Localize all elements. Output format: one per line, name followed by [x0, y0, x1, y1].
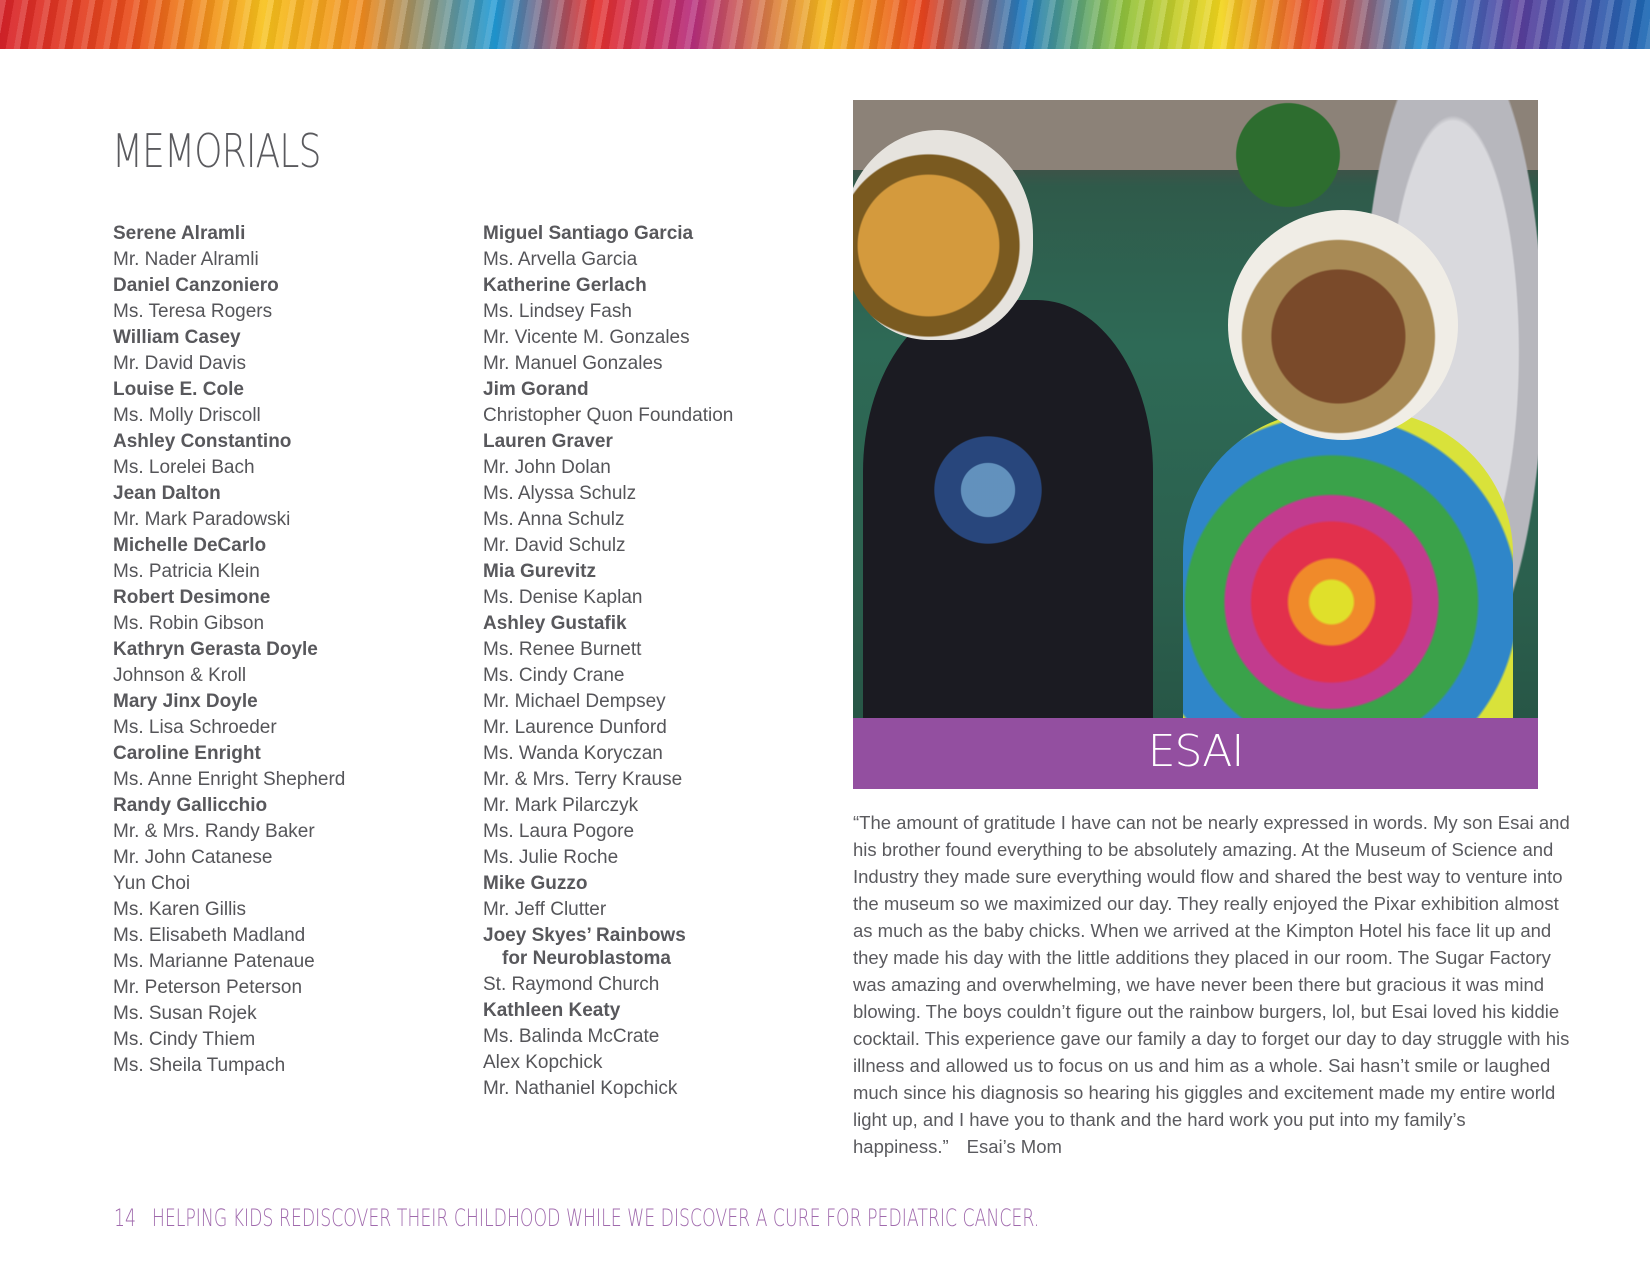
honoree-name: Mary Jinx Doyle	[113, 691, 258, 712]
honoree-name: Louise E. Cole	[113, 379, 244, 400]
quote-signature: Esai’s Mom	[966, 1136, 1062, 1157]
honoree-name: Mia Gurevitz	[483, 561, 596, 582]
donor-name: Ms. Laura Pogore	[483, 821, 635, 842]
honoree-name: Mike Guzzo	[483, 873, 588, 894]
donor-name: Ms. Lindsey Fash	[483, 301, 632, 322]
donor-name: Ms. Cindy Thiem	[113, 1029, 256, 1050]
donor-name: Ms. Sheila Tumpach	[113, 1055, 286, 1076]
donor-name: Ms. Anne Enright Shepherd	[113, 769, 346, 790]
donor-name: Ms. Lisa Schroeder	[113, 717, 277, 738]
donor-name: Mr. & Mrs. Terry Krause	[483, 769, 683, 790]
donor-name: Ms. Denise Kaplan	[483, 587, 643, 608]
donor-name: Yun Choi	[113, 873, 191, 894]
donor-name: Ms. Karen Gillis	[113, 899, 247, 920]
page-footer	[114, 1206, 1039, 1230]
honoree-name: Ashley Constantino	[113, 431, 292, 452]
donor-name: Johnson & Kroll	[113, 665, 247, 686]
donor-name: St. Raymond Church	[483, 974, 660, 995]
donor-name: Mr. Michael Dempsey	[483, 691, 666, 712]
honoree-name: Jean Dalton	[113, 483, 221, 504]
page-title: MEMORIALS	[112, 124, 321, 178]
honoree-name: Robert Desimone	[113, 587, 271, 608]
donor-name: Ms. Balinda McCrate	[483, 1026, 660, 1047]
donor-name: Ms. Lorelei Bach	[113, 457, 255, 478]
honoree-name: Ashley Gustafik	[483, 613, 627, 634]
donor-name: Mr. John Dolan	[483, 457, 611, 478]
honoree-name: Joey Skyes’ Rainbows	[483, 925, 686, 946]
donor-name: Mr. Vicente M. Gonzales	[483, 327, 690, 348]
honoree-name: Jim Gorand	[483, 379, 589, 400]
feature-quote	[853, 809, 1573, 1160]
donor-name: Ms. Alyssa Schulz	[483, 483, 637, 504]
page-number: 14	[114, 1204, 136, 1232]
honoree-name: Caroline Enright	[113, 743, 261, 764]
honoree-name: Kathleen Keaty	[483, 1000, 621, 1021]
feature-name-bar	[853, 718, 1538, 789]
donor-name: Mr. Peterson Peterson	[113, 977, 303, 998]
donor-name: Mr. Nader Alramli	[113, 249, 259, 270]
quote-text: “The amount of gratitude I have can not be nearly expressed in words. My son Esai and his brother found everything to be absolutely amazing. At the Museum of Science and Industry they made sure everything would flow and shared the best way to venture into the museum so we maximized our day. They really enjoyed the Pixar exhibition almost as much as the baby chicks. When we arrived at the Kimpton Hotel his face lit up and they made his day with the little additions they placed in our room. The Sugar Factory was amazing and overwhelming, we have never been there but gracious it was mind blowing. The boys couldn’t figure out the rainbow burgers, lol, but Esai loved his kiddie cocktail. This experience gave our family a day to forget our day to day struggle with his illness and allowed us to focus on us and him as a whole. Sai hasn’t smile or laughed much since his diagnosis so hearing his giggles and excitement made my entire world light up, and I have you to thank and the hard work you put into my family’s happiness.”	[853, 812, 1570, 1157]
donor-name: Christopher Quon Foundation	[483, 405, 734, 426]
footer-tagline: HELPING KIDS REDISCOVER THEIR CHILDHOOD WHILE WE DISCOVER A CURE FOR PEDIATRIC CANCER.	[151, 1204, 1040, 1232]
feature-name: ESAI	[1147, 726, 1244, 777]
donor-name: Alex Kopchick	[483, 1052, 603, 1073]
honoree-name: Daniel Canzoniero	[113, 275, 279, 296]
donor-name: Ms. Anna Schulz	[483, 509, 625, 530]
donor-name: Mr. Manuel Gonzales	[483, 353, 663, 374]
donor-name: Ms. Arvella Garcia	[483, 249, 638, 270]
donor-name: Ms. Patricia Klein	[113, 561, 260, 582]
honoree-name: Katherine Gerlach	[483, 275, 647, 296]
donor-name: Mr. Mark Pilarczyk	[483, 795, 639, 816]
honoree-name: Serene Alramli	[113, 223, 246, 244]
rainbow-header-band	[0, 0, 1650, 49]
donor-name: Mr. David Davis	[113, 353, 247, 374]
donor-name: Ms. Wanda Koryczan	[483, 743, 663, 764]
donor-name: Mr. David Schulz	[483, 535, 626, 556]
donor-name: Ms. Susan Rojek	[113, 1003, 257, 1024]
donor-name: Ms. Renee Burnett	[483, 639, 642, 660]
donor-name: Mr. Jeff Clutter	[483, 899, 607, 920]
honoree-name: Miguel Santiago Garcia	[483, 223, 694, 244]
memorial-list-column-1	[113, 221, 473, 1079]
donor-name: Ms. Robin Gibson	[113, 613, 265, 634]
donor-name: Mr. John Catanese	[113, 847, 273, 868]
donor-name: Ms. Marianne Patenaue	[113, 951, 315, 972]
donor-name: Ms. Cindy Crane	[483, 665, 625, 686]
honoree-name: for Neuroblastoma	[502, 948, 671, 969]
donor-name: Mr. & Mrs. Randy Baker	[113, 821, 315, 842]
feature-photo	[853, 100, 1538, 718]
honoree-name: Randy Gallicchio	[113, 795, 268, 816]
honoree-name: Lauren Graver	[483, 431, 613, 452]
donor-name: Ms. Julie Roche	[483, 847, 619, 868]
donor-name: Ms. Teresa Rogers	[113, 301, 273, 322]
donor-name: Mr. Nathaniel Kopchick	[483, 1078, 678, 1099]
memorial-list-column-2	[483, 221, 843, 1102]
honoree-name: William Casey	[113, 327, 241, 348]
donor-name: Mr. Laurence Dunford	[483, 717, 667, 738]
honoree-name: Kathryn Gerasta Doyle	[113, 639, 318, 660]
honoree-name: Michelle DeCarlo	[113, 535, 267, 556]
donor-name: Ms. Elisabeth Madland	[113, 925, 306, 946]
donor-name: Mr. Mark Paradowski	[113, 509, 291, 530]
donor-name: Ms. Molly Driscoll	[113, 405, 261, 426]
